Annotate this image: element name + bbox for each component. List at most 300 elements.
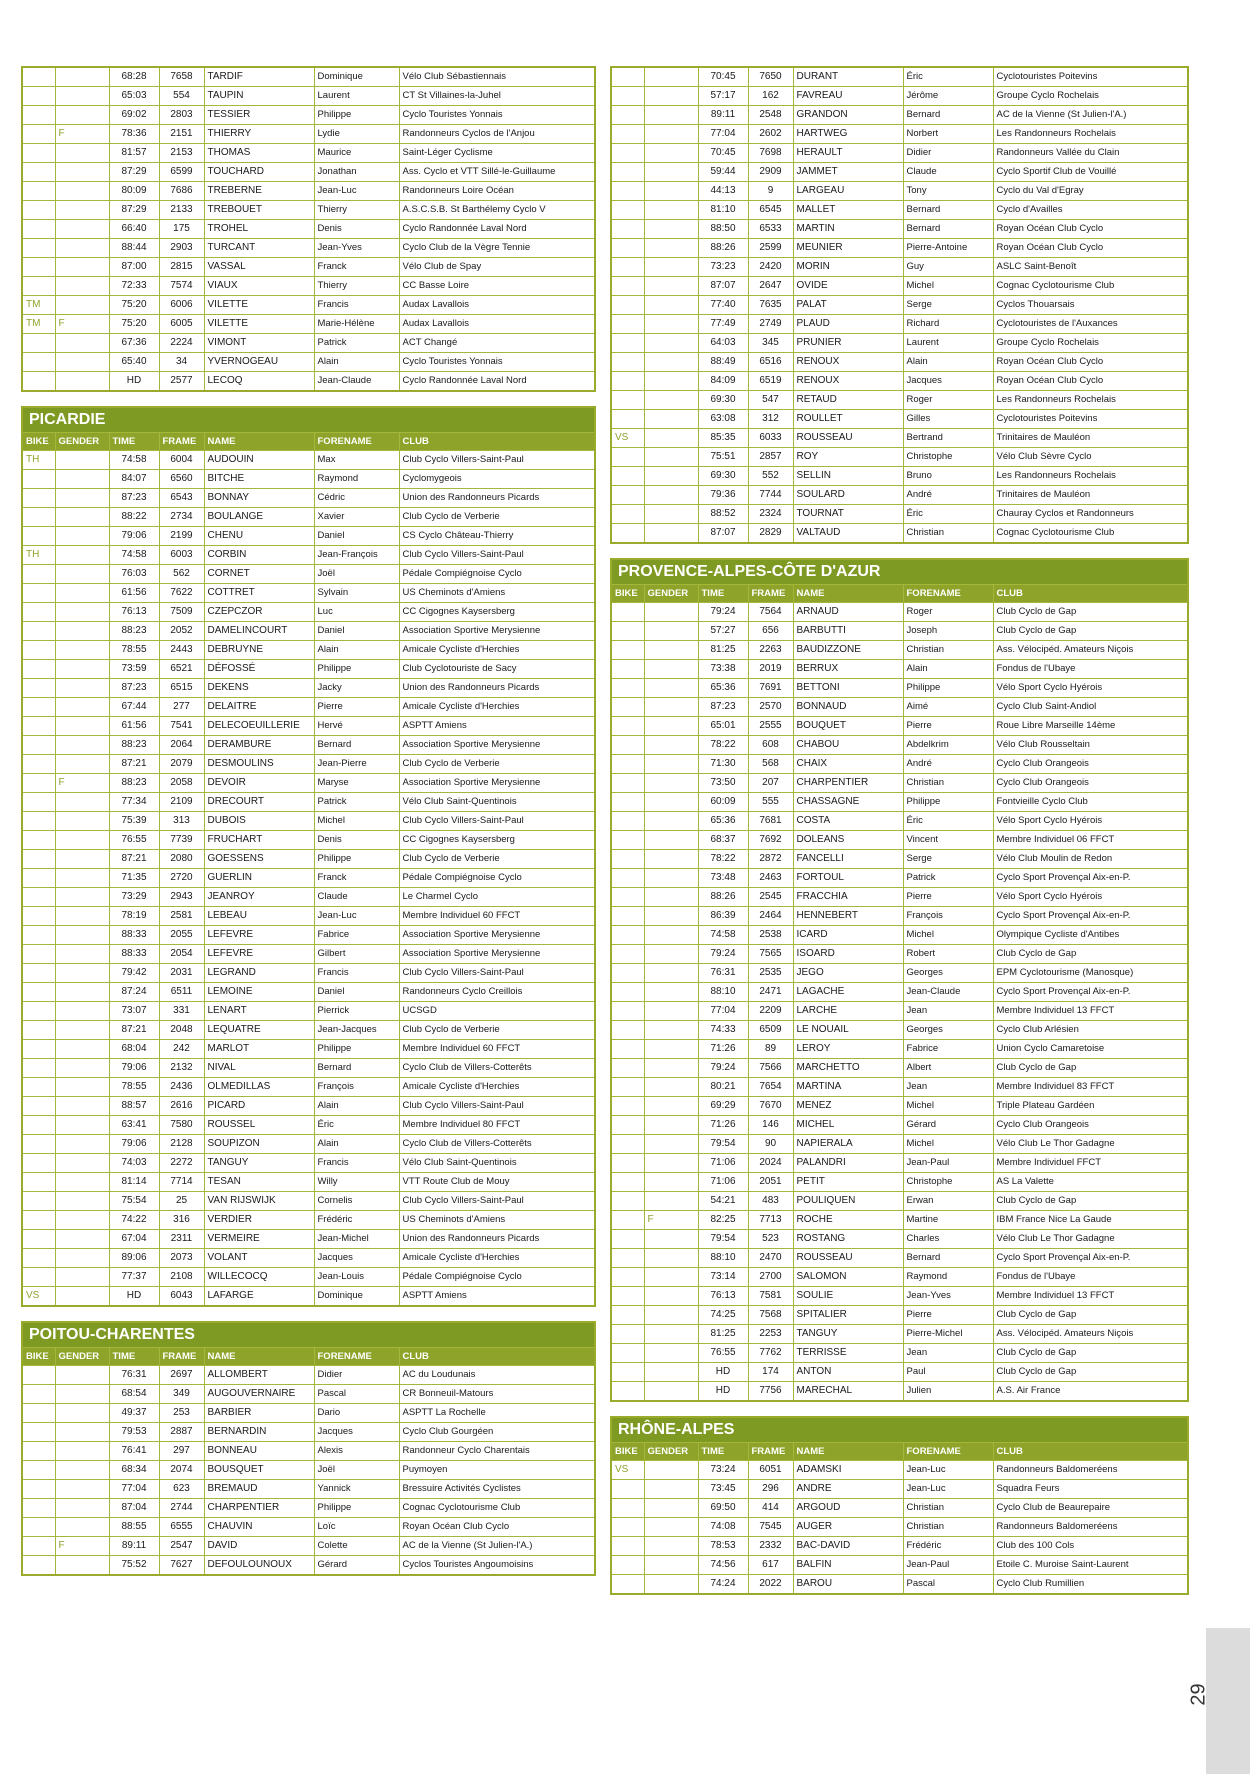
cell-frame: 146 <box>748 1116 793 1135</box>
cell-club: Cyclo Club Saint-Andiol <box>993 698 1188 717</box>
cell-forename: Dominique <box>314 67 399 87</box>
cell-name: LEROY <box>793 1040 903 1059</box>
cell-forename: Colette <box>314 1537 399 1556</box>
cell-forename: Jean-Luc <box>314 182 399 201</box>
cell-gender <box>55 945 109 964</box>
cell-forename: Norbert <box>903 125 993 144</box>
cell-club: Club Cyclo de Gap <box>993 1059 1188 1078</box>
cell-time: 77:34 <box>109 793 159 812</box>
column-header-time: TIME <box>698 1443 748 1461</box>
cell-bike <box>22 1097 55 1116</box>
table-row <box>22 641 595 660</box>
cell-time: 89:06 <box>109 1249 159 1268</box>
cell-club: Royan Océan Club Cyclo <box>993 353 1188 372</box>
cell-frame: 316 <box>159 1211 204 1230</box>
cell-club: US Cheminots d'Amiens <box>399 584 595 603</box>
cell-club: Trinitaires de Mauléon <box>993 486 1188 505</box>
cell-gender <box>644 239 698 258</box>
cell-frame: 9 <box>748 182 793 201</box>
cell-forename: Dario <box>314 1404 399 1423</box>
cell-bike <box>22 527 55 546</box>
cell-frame: 6004 <box>159 451 204 470</box>
cell-club: Vélo Club Saint-Quentinois <box>399 793 595 812</box>
cell-forename: Gérard <box>903 1116 993 1135</box>
cell-frame: 554 <box>159 87 204 106</box>
cell-frame: 7744 <box>748 486 793 505</box>
cell-frame: 7686 <box>159 182 204 201</box>
cell-frame: 7622 <box>159 584 204 603</box>
cell-forename: Cédric <box>314 489 399 508</box>
cell-bike <box>22 831 55 850</box>
cell-club: Royan Océan Club Cyclo <box>993 239 1188 258</box>
cell-forename: Philippe <box>314 850 399 869</box>
cell-club: Cyclotouristes Poitevins <box>993 67 1188 87</box>
cell-gender <box>55 508 109 527</box>
cell-bike <box>611 888 644 907</box>
cell-club: Club Cyclo de Verberie <box>399 508 595 527</box>
table-row <box>611 1499 1188 1518</box>
cell-forename: Jean-Pierre <box>314 755 399 774</box>
cell-time: 84:09 <box>698 372 748 391</box>
column-header-forename: FORENAME <box>903 1443 993 1461</box>
cell-forename: Francis <box>314 296 399 315</box>
cell-club: AC du Loudunais <box>399 1366 595 1385</box>
cell-forename: Jean-Luc <box>903 1461 993 1480</box>
table-row <box>611 850 1188 869</box>
cell-name: ADAMSKI <box>793 1461 903 1480</box>
cell-bike <box>22 1249 55 1268</box>
cell-name: AUDOUIN <box>204 451 314 470</box>
cell-club: Cyclo Randonnée Laval Nord <box>399 372 595 392</box>
cell-frame: 297 <box>159 1442 204 1461</box>
cell-club: AS La Valette <box>993 1173 1188 1192</box>
cell-time: 75:20 <box>109 315 159 334</box>
cell-forename: Richard <box>903 315 993 334</box>
cell-frame: 312 <box>748 410 793 429</box>
cell-forename: Jean-Michel <box>314 1230 399 1249</box>
cell-time: 72:33 <box>109 277 159 296</box>
cell-bike <box>611 945 644 964</box>
cell-bike <box>611 1518 644 1537</box>
cell-name: CHABOU <box>793 736 903 755</box>
cell-forename: Georges <box>903 1021 993 1040</box>
cell-name: BONNEAU <box>204 1442 314 1461</box>
table-row <box>22 1097 595 1116</box>
cell-forename: Jean-Paul <box>903 1154 993 1173</box>
cell-time: 87:23 <box>109 489 159 508</box>
cell-name: MARTINA <box>793 1078 903 1097</box>
cell-club: Squadra Feurs <box>993 1480 1188 1499</box>
cell-bike <box>611 372 644 391</box>
cell-bike <box>611 353 644 372</box>
cell-time: 88:26 <box>698 239 748 258</box>
cell-frame: 7670 <box>748 1097 793 1116</box>
cell-forename: Fabrice <box>314 926 399 945</box>
cell-forename: François <box>314 1078 399 1097</box>
cell-frame: 6033 <box>748 429 793 448</box>
cell-bike <box>22 812 55 831</box>
section-poitou-charentes-continued <box>610 66 1187 544</box>
table-row <box>611 1135 1188 1154</box>
cell-gender <box>644 353 698 372</box>
cell-name: CZEPCZOR <box>204 603 314 622</box>
cell-name: ARNAUD <box>793 603 903 622</box>
table-row <box>611 1461 1188 1480</box>
cell-frame: 2133 <box>159 201 204 220</box>
cell-club: Club Cyclo de Gap <box>993 1344 1188 1363</box>
cell-name: NAPIERALA <box>793 1135 903 1154</box>
table-row <box>611 812 1188 831</box>
cell-gender: F <box>644 1211 698 1230</box>
cell-frame: 242 <box>159 1040 204 1059</box>
cell-frame: 617 <box>748 1556 793 1575</box>
table-row <box>611 334 1188 353</box>
cell-frame: 174 <box>748 1363 793 1382</box>
cell-forename: Alain <box>314 641 399 660</box>
cell-bike <box>611 125 644 144</box>
cell-time: 69:30 <box>698 391 748 410</box>
column-header-gender: GENDER <box>644 1443 698 1461</box>
cell-club: Cyclo Club Orangeois <box>993 774 1188 793</box>
cell-name: MEUNIER <box>793 239 903 258</box>
cell-bike <box>611 1078 644 1097</box>
cell-bike <box>611 239 644 258</box>
cell-time: 67:44 <box>109 698 159 717</box>
cell-bike <box>22 888 55 907</box>
cell-time: 61:56 <box>109 584 159 603</box>
cell-name: DESMOULINS <box>204 755 314 774</box>
table-row <box>611 698 1188 717</box>
cell-forename: André <box>903 486 993 505</box>
cell-forename: Francis <box>314 1154 399 1173</box>
cell-forename: Joseph <box>903 622 993 641</box>
cell-gender <box>55 793 109 812</box>
cell-club: Audax Lavallois <box>399 315 595 334</box>
cell-forename: Gilles <box>903 410 993 429</box>
cell-frame: 2829 <box>748 524 793 544</box>
cell-forename: Éric <box>903 67 993 87</box>
cell-bike <box>611 505 644 524</box>
cell-bike <box>22 489 55 508</box>
cell-bike <box>611 1306 644 1325</box>
cell-time: 76:03 <box>109 565 159 584</box>
cell-forename: Jérôme <box>903 87 993 106</box>
cell-name: RETAUD <box>793 391 903 410</box>
cell-name: SALOMON <box>793 1268 903 1287</box>
cell-forename: Patrick <box>903 869 993 888</box>
cell-gender <box>644 1268 698 1287</box>
cell-forename: Denis <box>314 831 399 850</box>
cell-time: 73:14 <box>698 1268 748 1287</box>
cell-frame: 7713 <box>748 1211 793 1230</box>
cell-name: OLMEDILLAS <box>204 1078 314 1097</box>
table-row <box>611 353 1188 372</box>
table-row <box>22 1385 595 1404</box>
cell-name: LENART <box>204 1002 314 1021</box>
table-row <box>22 1135 595 1154</box>
cell-club: Trinitaires de Mauléon <box>993 429 1188 448</box>
cell-time: 88:57 <box>109 1097 159 1116</box>
cell-frame: 6599 <box>159 163 204 182</box>
cell-gender <box>55 641 109 660</box>
cell-name: BETTONI <box>793 679 903 698</box>
table-row <box>22 850 595 869</box>
table-row <box>22 679 595 698</box>
column-header-name: NAME <box>204 433 314 451</box>
cell-time: 87:21 <box>109 755 159 774</box>
cell-time: 89:11 <box>698 106 748 125</box>
cell-gender <box>55 546 109 565</box>
cell-bike: TH <box>22 546 55 565</box>
cell-gender <box>55 1366 109 1385</box>
cell-name: OVIDE <box>793 277 903 296</box>
cell-bike <box>22 945 55 964</box>
cell-frame: 2019 <box>748 660 793 679</box>
right-column <box>610 0 1187 1609</box>
table-row <box>611 660 1188 679</box>
cell-club: Randonneurs Loire Océan <box>399 182 595 201</box>
cell-frame: 2054 <box>159 945 204 964</box>
table-row <box>611 1059 1188 1078</box>
cell-bike <box>22 793 55 812</box>
cell-gender <box>55 201 109 220</box>
cell-club: Amicale Cycliste d'Herchies <box>399 641 595 660</box>
cell-time: HD <box>698 1382 748 1402</box>
table-row <box>611 1537 1188 1556</box>
cell-frame: 6516 <box>748 353 793 372</box>
cell-club: CC Basse Loire <box>399 277 595 296</box>
cell-frame: 331 <box>159 1002 204 1021</box>
cell-gender <box>55 1059 109 1078</box>
cell-club: ACT Changé <box>399 334 595 353</box>
cell-gender <box>644 1518 698 1537</box>
cell-name: TESSIER <box>204 106 314 125</box>
cell-frame: 6051 <box>748 1461 793 1480</box>
cell-forename: Claude <box>903 163 993 182</box>
cell-time: 44:13 <box>698 182 748 201</box>
cell-club: Royan Océan Club Cyclo <box>993 220 1188 239</box>
cell-forename: Jean-Yves <box>903 1287 993 1306</box>
table-row <box>611 907 1188 926</box>
cell-name: CHENU <box>204 527 314 546</box>
cell-bike <box>22 1518 55 1537</box>
cell-gender <box>644 717 698 736</box>
cell-forename: Jean <box>903 1078 993 1097</box>
cell-frame: 7714 <box>159 1173 204 1192</box>
cell-club: Groupe Cyclo Rochelais <box>993 334 1188 353</box>
cell-club: ASPTT Amiens <box>399 1287 595 1307</box>
cell-frame: 2073 <box>159 1249 204 1268</box>
table-row <box>22 125 595 144</box>
cell-time: 77:04 <box>109 1480 159 1499</box>
cell-gender <box>644 258 698 277</box>
cell-forename: Laurent <box>314 87 399 106</box>
cell-bike <box>22 239 55 258</box>
cell-club: Union des Randonneurs Picards <box>399 679 595 698</box>
cell-name: GUERLIN <box>204 869 314 888</box>
cell-frame: 2700 <box>748 1268 793 1287</box>
cell-name: CORNET <box>204 565 314 584</box>
cell-frame: 2535 <box>748 964 793 983</box>
cell-bike <box>22 926 55 945</box>
cell-forename: Pierre <box>903 717 993 736</box>
cell-frame: 2074 <box>159 1461 204 1480</box>
cell-club: Randonneurs Baldomeréens <box>993 1461 1188 1480</box>
cell-forename: Julien <box>903 1382 993 1402</box>
table-row <box>611 1344 1188 1363</box>
cell-frame: 162 <box>748 87 793 106</box>
table-row <box>22 353 595 372</box>
table-row <box>22 736 595 755</box>
cell-frame: 562 <box>159 565 204 584</box>
cell-bike <box>22 1002 55 1021</box>
table-row <box>611 983 1188 1002</box>
cell-club: Cyclo Club de la Vègre Tennie <box>399 239 595 258</box>
cell-time: 77:49 <box>698 315 748 334</box>
cell-name: NIVAL <box>204 1059 314 1078</box>
cell-time: 73:24 <box>698 1461 748 1480</box>
cell-frame: 2332 <box>748 1537 793 1556</box>
table-row <box>611 486 1188 505</box>
cell-time: 85:35 <box>698 429 748 448</box>
cell-forename: Didier <box>314 1366 399 1385</box>
cell-bike <box>611 1537 644 1556</box>
cell-club: Bressuire Activités Cyclistes <box>399 1480 595 1499</box>
cell-name: ISOARD <box>793 945 903 964</box>
cell-frame: 555 <box>748 793 793 812</box>
cell-frame: 2443 <box>159 641 204 660</box>
cell-time: 70:45 <box>698 144 748 163</box>
cell-bike <box>611 736 644 755</box>
cell-club: Cyclo Club Arlésien <box>993 1021 1188 1040</box>
cell-club: Cyclo Sport Provençal Aix-en-P. <box>993 869 1188 888</box>
cell-forename: Willy <box>314 1173 399 1192</box>
cell-frame: 6006 <box>159 296 204 315</box>
cell-gender <box>644 1499 698 1518</box>
cell-gender <box>644 945 698 964</box>
column-header-club: CLUB <box>399 433 595 451</box>
cell-gender <box>55 163 109 182</box>
table-row <box>22 1173 595 1192</box>
cell-time: 64:03 <box>698 334 748 353</box>
cell-bike <box>22 1021 55 1040</box>
cell-gender <box>55 622 109 641</box>
cell-forename: Roger <box>903 391 993 410</box>
cell-forename: Michel <box>903 277 993 296</box>
cell-club: Club Cyclo de Verberie <box>399 1021 595 1040</box>
cell-gender <box>55 1002 109 1021</box>
cell-name: DELECOEUILLERIE <box>204 717 314 736</box>
cell-club: Club Cyclo de Gap <box>993 1363 1188 1382</box>
cell-club: Cyclo Sport Provençal Aix-en-P. <box>993 983 1188 1002</box>
cell-time: 79:24 <box>698 1059 748 1078</box>
cell-gender <box>55 565 109 584</box>
results-table <box>610 66 1189 544</box>
cell-time: 87:23 <box>698 698 748 717</box>
cell-club: Membre Individuel 13 FFCT <box>993 1002 1188 1021</box>
cell-club: Vélo Club Le Thor Gadagne <box>993 1230 1188 1249</box>
cell-club: Etoile C. Muroise Saint-Laurent <box>993 1556 1188 1575</box>
cell-name: DRECOURT <box>204 793 314 812</box>
table-row <box>22 1268 595 1287</box>
cell-forename: Denis <box>314 220 399 239</box>
table-row <box>22 698 595 717</box>
cell-bike <box>22 983 55 1002</box>
column-header-forename: FORENAME <box>314 433 399 451</box>
cell-bike <box>22 201 55 220</box>
table-row <box>611 467 1188 486</box>
cell-forename: Laurent <box>903 334 993 353</box>
cell-name: DEFOULOUNOUX <box>204 1556 314 1576</box>
cell-gender <box>644 448 698 467</box>
cell-time: 82:25 <box>698 1211 748 1230</box>
cell-name: ROCHE <box>793 1211 903 1230</box>
cell-time: 78:19 <box>109 907 159 926</box>
cell-forename: Guy <box>903 258 993 277</box>
cell-time: 76:41 <box>109 1442 159 1461</box>
column-header-bike: BIKE <box>611 585 644 603</box>
cell-forename: Franck <box>314 258 399 277</box>
cell-forename: Jacques <box>314 1249 399 1268</box>
table-row <box>611 1154 1188 1173</box>
cell-name: TROHEL <box>204 220 314 239</box>
cell-club: IBM France Nice La Gaude <box>993 1211 1188 1230</box>
cell-time: 88:55 <box>109 1518 159 1537</box>
cell-gender <box>644 87 698 106</box>
cell-forename: Éric <box>314 1116 399 1135</box>
cell-time: 71:06 <box>698 1154 748 1173</box>
table-row <box>611 505 1188 524</box>
table-row <box>611 1480 1188 1499</box>
cell-club: Ass. Vélocipéd. Amateurs Niçois <box>993 641 1188 660</box>
cell-gender <box>644 793 698 812</box>
cell-club: AC de la Vienne (St Julien-l'A.) <box>399 1537 595 1556</box>
column-header-forename: FORENAME <box>903 585 993 603</box>
cell-time: 81:10 <box>698 201 748 220</box>
table-row <box>22 527 595 546</box>
cell-time: 88:26 <box>698 888 748 907</box>
cell-frame: 2734 <box>159 508 204 527</box>
cell-time: 69:50 <box>698 1499 748 1518</box>
cell-bike <box>611 1192 644 1211</box>
cell-club: Randonneurs Baldomeréens <box>993 1518 1188 1537</box>
cell-bike <box>611 1040 644 1059</box>
cell-frame: 6533 <box>748 220 793 239</box>
cell-time: 81:14 <box>109 1173 159 1192</box>
cell-bike <box>611 1363 644 1382</box>
cell-forename: Bertrand <box>903 429 993 448</box>
cell-name: BOUSQUET <box>204 1461 314 1480</box>
cell-frame: 7566 <box>748 1059 793 1078</box>
cell-bike: TM <box>22 315 55 334</box>
cell-forename: Serge <box>903 850 993 869</box>
cell-forename: Christophe <box>903 1173 993 1192</box>
cell-club: Association Sportive Merysienne <box>399 945 595 964</box>
cell-frame: 2048 <box>159 1021 204 1040</box>
cell-time: 76:55 <box>109 831 159 850</box>
table-row <box>611 1040 1188 1059</box>
cell-frame: 6509 <box>748 1021 793 1040</box>
section-continued <box>21 66 594 392</box>
cell-gender <box>644 964 698 983</box>
cell-gender <box>644 869 698 888</box>
cell-forename: Michel <box>903 926 993 945</box>
cell-name: BARBUTTI <box>793 622 903 641</box>
cell-name: ROUSSEAU <box>793 429 903 448</box>
cell-gender <box>55 239 109 258</box>
table-row <box>611 926 1188 945</box>
cell-frame: 2031 <box>159 964 204 983</box>
